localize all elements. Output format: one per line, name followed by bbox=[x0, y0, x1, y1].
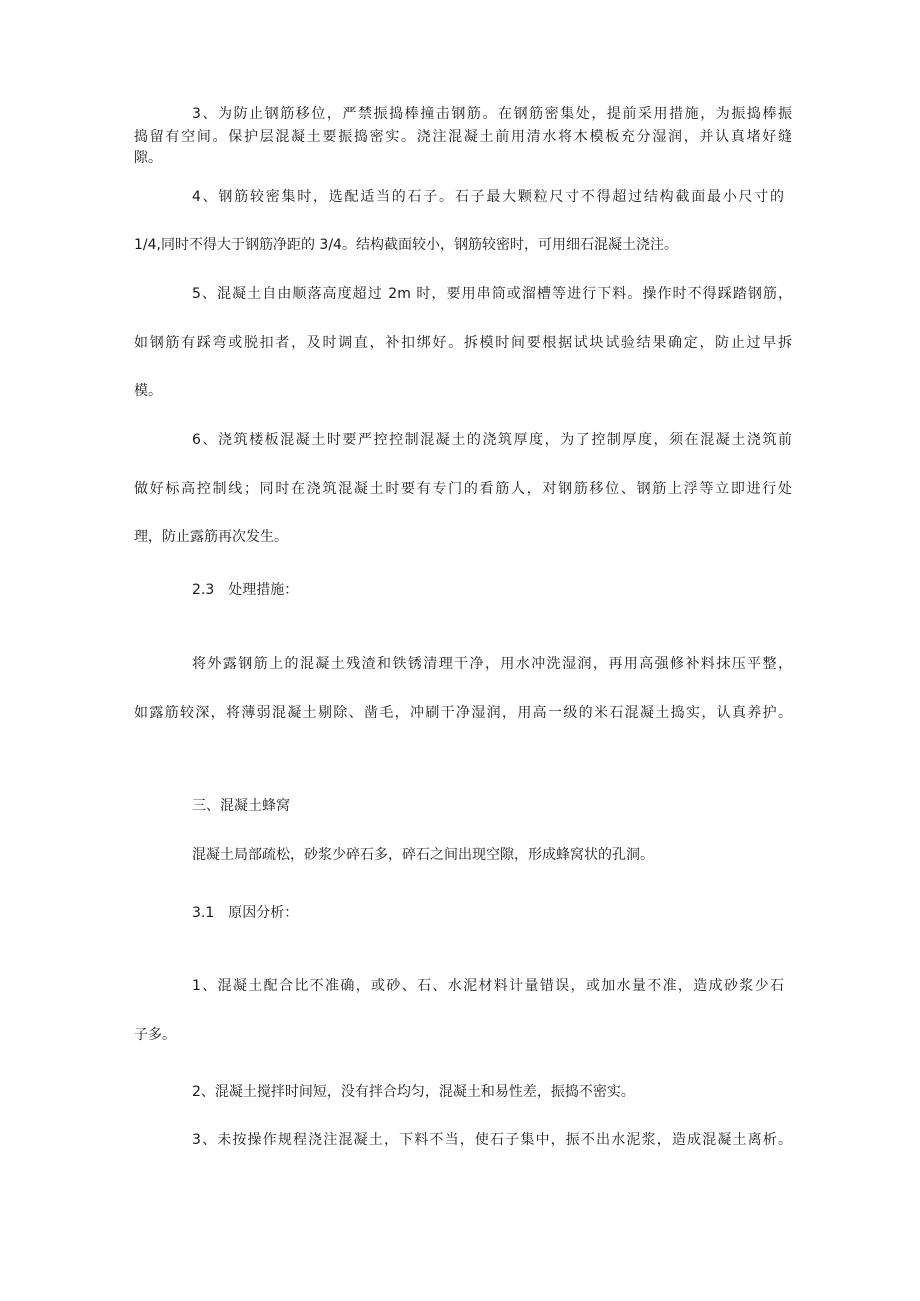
text-line: 4、钢筋较密集时，选配适当的石子。石子最大颗粒尺寸不得超过结构截面最小尺寸的 bbox=[192, 189, 784, 205]
text-line: 子多。 bbox=[134, 1027, 176, 1043]
text-line: 1/4,同时不得大于钢筋净距的 3/4。结构截面较小，钢筋较密时，可用细石混凝土浇注。 bbox=[134, 237, 678, 253]
text-line: 如钢筋有踩弯或脱扣者，及时调直，补扣绑好。拆模时间要根据试块试验结果确定，防止过早拆 bbox=[134, 335, 792, 351]
text-line: 6、浇筑楼板混凝土时要严控控制混凝土的浇筑厚度，为了控制厚度，须在混凝土浇筑前 bbox=[192, 432, 792, 448]
text-line: 2、混凝土搅拌时间短，没有拌合均匀，混凝土和易性差，振捣不密实。 bbox=[192, 1084, 635, 1100]
text-line: 将外露钢筋上的混凝土残渣和铁锈清理干净，用水冲洗湿润，再用高强修补料抹压平整， bbox=[192, 656, 792, 672]
text-line: 模。 bbox=[134, 383, 162, 399]
section-heading: 3.1 原因分析： bbox=[192, 905, 299, 921]
section-heading: 2.3 处理措施： bbox=[192, 582, 299, 598]
text-line: 5、混凝土自由顺落高度超过 2m 时，要用串筒或溜槽等进行下料。操作时不得踩踏钢筋， bbox=[192, 286, 792, 302]
text-line: 做好标高控制线；同时在浇筑混凝土时要有专门的看筋人，对钢筋移位、钢筋上浮等立即进行处 bbox=[134, 481, 792, 497]
text-line: 捣留有空间。保护层混凝土要振捣密实。浇注混凝土前用清水将木模板充分湿润，并认真堵好缝 bbox=[134, 129, 792, 145]
text-line: 理，防止露筋再次发生。 bbox=[134, 529, 288, 545]
text-line: 3、未按操作规程浇注混凝土，下料不当，使石子集中，振不出水泥浆，造成混凝土离析。 bbox=[192, 1132, 792, 1148]
text-line: 如露筋较深，将薄弱混凝土剔除、凿毛，冲刷干净湿润，用高一级的米石混凝土捣实，认真养护。 bbox=[134, 705, 792, 721]
text-line: 3、为防止钢筋移位，严禁振捣棒撞击钢筋。在钢筋密集处，提前采用措施，为振捣棒振 bbox=[192, 106, 792, 122]
section-heading: 三、混凝土蜂窝 bbox=[192, 798, 290, 814]
text-line: 1、混凝土配合比不准确，或砂、石、水泥材料计量错误，或加水量不准，造成砂浆少石 bbox=[192, 978, 784, 994]
text-line: 混凝土局部疏松，砂浆少碎石多，碎石之间出现空隙，形成蜂窝状的孔洞。 bbox=[192, 847, 654, 863]
text-line: 隙。 bbox=[134, 150, 162, 166]
